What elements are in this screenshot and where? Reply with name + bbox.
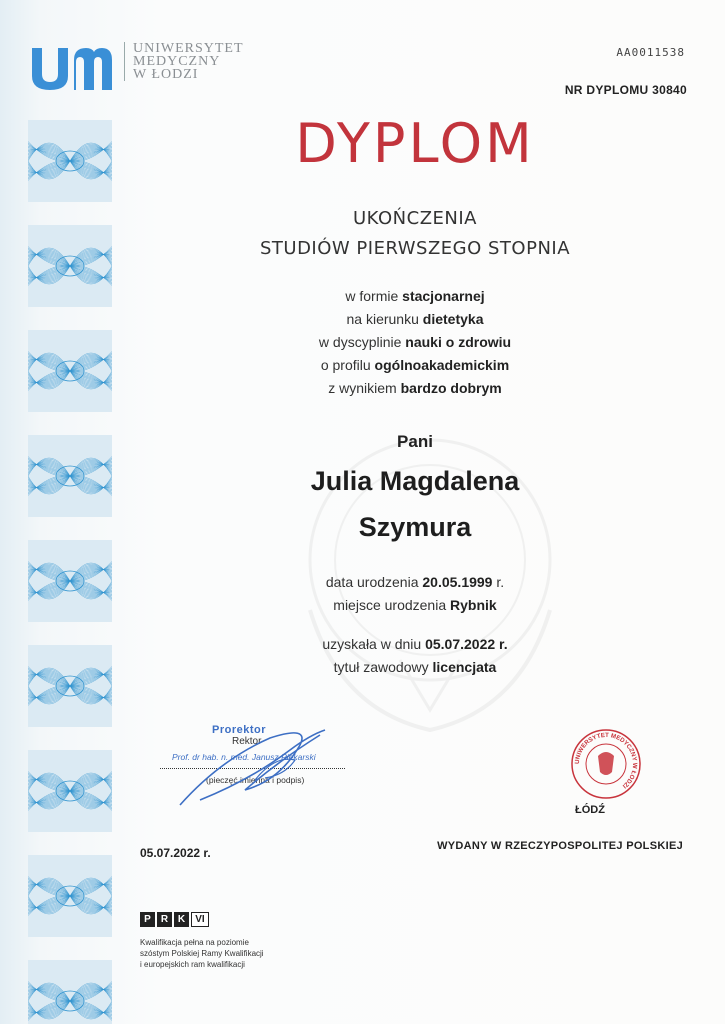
- detail-value: nauki o zdrowiu: [405, 334, 512, 350]
- prk-letter: K: [174, 912, 189, 927]
- security-pattern-tile: [28, 645, 112, 727]
- diploma-number: NR DYPLOMU 30840: [564, 83, 687, 97]
- stamp-role: Prorektor: [212, 724, 267, 736]
- prk-letter: P: [140, 912, 155, 927]
- issue-date: 05.07.2022 r.: [140, 846, 211, 860]
- subtitle-line: UKOŃCZENIA: [353, 208, 477, 229]
- security-pattern-tile: [28, 120, 112, 202]
- detail-discipline: [140, 334, 690, 350]
- detail-profile: [140, 357, 690, 373]
- birth-place: [140, 597, 690, 613]
- university-logo: [28, 44, 114, 92]
- detail-study-form: [140, 288, 690, 304]
- professional-title-label: tytuł zawodowy: [333, 659, 433, 675]
- security-pattern-column: [28, 120, 112, 1024]
- professional-title: [140, 659, 690, 675]
- security-pattern-tile: [28, 225, 112, 307]
- award-date-label: uzyskała w dniu: [322, 636, 426, 652]
- birth-date-suffix: r.: [492, 574, 505, 590]
- prk-caption-line: szóstym Polskiej Ramy Kwalifikacji: [140, 949, 264, 958]
- prk-letter: R: [157, 912, 172, 927]
- award-date-value: 05.07.2022 r.: [425, 636, 508, 652]
- security-pattern-tile: [28, 330, 112, 412]
- prk-caption: [140, 937, 264, 970]
- detail-label: z wynikiem: [328, 380, 401, 396]
- detail-value: ogólnoakademickim: [374, 357, 510, 373]
- diploma-title: DYPLOM: [295, 112, 535, 175]
- handwritten-signature: [160, 720, 360, 810]
- detail-label: w formie: [345, 288, 403, 304]
- birth-place-value: Rybnik: [450, 597, 497, 613]
- signature-caption: (pieczęć imienna i podpis): [206, 775, 305, 785]
- birth-date-label: data urodzenia: [325, 574, 423, 590]
- subtitle-line: STUDIÓW PIERWSZEGO STOPNIA: [259, 238, 571, 259]
- birth-place-label: miejsce urodzenia: [333, 597, 451, 613]
- recipient-surname: Szymura: [358, 512, 472, 542]
- security-pattern-tile: [28, 540, 112, 622]
- detail-label: o profilu: [320, 357, 375, 373]
- signatory-name: Prof. dr hab. n. med. Janusz Piekarski: [172, 752, 316, 762]
- birth-date: [140, 574, 690, 590]
- detail-field: [140, 311, 690, 327]
- birth-date-value: 20.05.1999: [422, 574, 493, 590]
- prk-level: VI: [191, 912, 209, 927]
- prk-badge: [140, 912, 211, 927]
- security-pattern-tile: [28, 750, 112, 832]
- university-seal: [570, 728, 642, 800]
- detail-value: bardzo dobrym: [400, 380, 502, 396]
- salutation: Pani: [397, 432, 433, 451]
- prk-caption-line: Kwalifikacja pełna na poziomie: [140, 938, 249, 947]
- university-name-line: W ŁODZI: [133, 67, 199, 82]
- security-pattern-tile: [28, 435, 112, 517]
- recipient-name: Julia Magdalena: [310, 466, 520, 496]
- security-pattern-tile: [28, 855, 112, 937]
- detail-label: na kierunku: [346, 311, 423, 327]
- detail-label: w dyscyplinie: [318, 334, 406, 350]
- award-date: [140, 636, 690, 652]
- prk-caption-line: i europejskich ram kwalifikacji: [140, 960, 245, 969]
- detail-value: dietetyka: [422, 311, 484, 327]
- university-name-line: MEDYCZNY: [133, 54, 221, 69]
- university-name-line: UNIWERSYTET: [133, 41, 244, 56]
- serial-number: AA0011538: [616, 46, 685, 59]
- detail-result: [140, 380, 690, 396]
- detail-value: stacjonarnej: [402, 288, 485, 304]
- seal-city: ŁÓDŹ: [575, 804, 605, 816]
- seal-text: UNIWERSYTET MEDYCZNY W ŁODZI: [573, 731, 639, 790]
- university-name: [124, 42, 244, 81]
- security-pattern-tile: [28, 960, 112, 1024]
- professional-title-value: licencjata: [432, 659, 497, 675]
- issued-in: WYDANY W RZECZYPOSPOLITEJ POLSKIEJ: [437, 840, 683, 852]
- signatory-role: Rektor: [232, 736, 262, 747]
